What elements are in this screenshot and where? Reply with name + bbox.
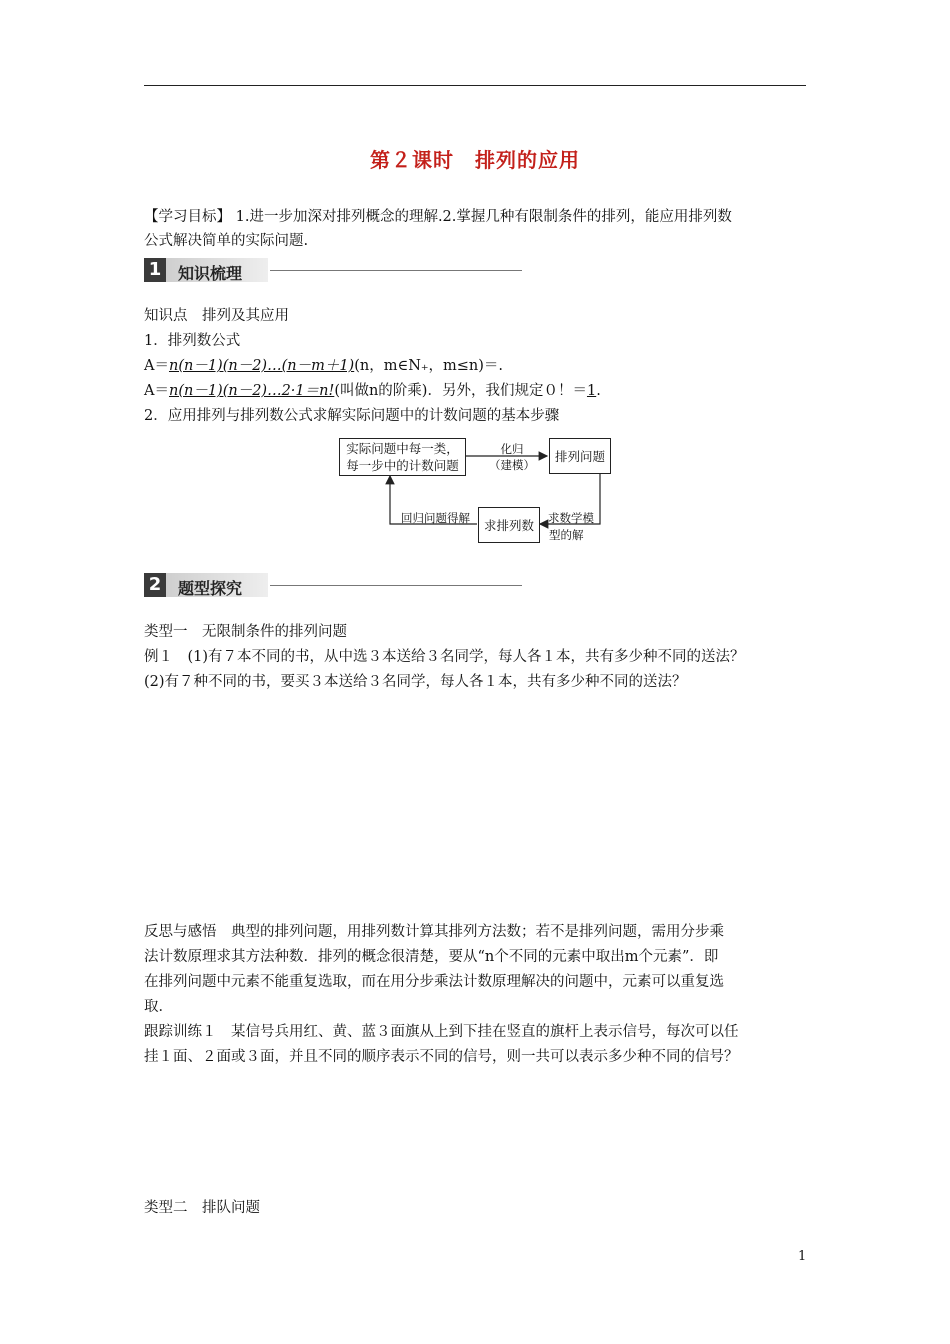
header-rule <box>144 85 806 86</box>
formula-2-middle: (叫做n的阶乘)．另外，我们规定０！＝ <box>334 383 587 399</box>
flow-box-1-line-1: 实际问题中每一类， <box>346 441 459 456</box>
type-1-heading: 类型一 无限制条件的排列问题 <box>144 624 347 640</box>
formula-2-answer: n(n－1)(n－2)…2·1＝n! <box>168 383 335 399</box>
formula-2-zero-factorial: 1 <box>586 383 597 399</box>
section-1-title: 知识梳理 <box>178 264 243 283</box>
formula-2-end: . <box>596 383 601 399</box>
objectives-text-1: 1.进一步加深对排列概念的理解.2.掌握几种有限制条件的排列，能应用排列数 <box>231 209 732 225</box>
formula-permutation <box>144 356 503 376</box>
section-2-badge: 2 <box>144 573 166 597</box>
knowledge-item-1: 1．排列数公式 <box>144 333 241 349</box>
example-1-line-2: (2)有７种不同的书，要买３本送给３名同学，每人各１本，共有多少种不同的送法？ <box>144 674 687 690</box>
arrow-2-label-line-2: 型的解 <box>549 528 584 542</box>
arrow-3-label: 回归问题得解 <box>401 511 470 525</box>
flow-box-permutation-problem: 排列问题 <box>549 438 611 474</box>
section-2-rule <box>270 585 522 586</box>
objectives-label: 【学习目标】 <box>144 209 231 225</box>
practice-line-1: 跟踪训练１ 某信号兵用红、黄、蓝３面旗从上到下挂在竖直的旗杆上表示信号，每次可以任 <box>144 1024 739 1040</box>
section-2-title: 题型探究 <box>178 579 243 598</box>
section-1-badge: 1 <box>144 258 166 282</box>
page-number: 1 <box>798 1249 807 1264</box>
formula-1-answer: n(n－1)(n－2)…(n－m＋1) <box>168 358 355 374</box>
section-1-rule <box>270 270 522 271</box>
formula-1-prefix: A＝ <box>144 358 169 374</box>
formula-1-suffix: (n，m∈N₊，m≤n)＝. <box>354 358 504 374</box>
type-2-heading: 类型二 排队问题 <box>144 1200 260 1216</box>
page-title: 第２课时 排列的应用 <box>370 148 580 172</box>
flow-box-compute-permutation: 求排列数 <box>478 507 540 543</box>
formula-full-permutation <box>144 381 601 401</box>
arrow-2-label-line-1: 求数学模 <box>548 511 594 525</box>
knowledge-item-2: 2．应用排列与排列数公式求解实际问题中的计数问题的基本步骤 <box>144 408 560 424</box>
objectives-line-2: 公式解决简单的实际问题. <box>144 233 309 249</box>
example-1-line-1: 例１ (1)有７本不同的书，从中选３本送给３名同学，每人各１本，共有多少种不同的送法？ <box>144 649 745 665</box>
reflection-line-3: 在排列问题中元素不能重复选取，而在用分步乘法计数原理解决的问题中，元素可以重复选 <box>144 974 724 990</box>
flow-box-1-line-2: 每一步中的计数问题 <box>346 458 459 473</box>
arrow-1-label-top: 化归 <box>500 442 524 456</box>
practice-line-2: 挂１面、２面或３面，并且不同的顺序表示不同的信号，则一共可以表示多少种不同的信号？ <box>144 1049 739 1065</box>
reflection-line-2: 法计数原理求其方法种数．排列的概念很清楚，要从“n个不同的元素中取出m个元素”．即 <box>144 949 719 965</box>
knowledge-heading: 知识点 排列及其应用 <box>144 308 289 324</box>
arrow-1-label-bottom: （建模） <box>489 458 535 472</box>
reflection-line-1: 反思与感悟 典型的排列问题，用排列数计算其排列方法数；若不是排列问题，需用分步乘 <box>144 924 724 940</box>
reflection-line-4: 取． <box>144 999 173 1015</box>
objectives-line-1 <box>144 207 732 227</box>
formula-2-prefix: A＝ <box>144 383 169 399</box>
